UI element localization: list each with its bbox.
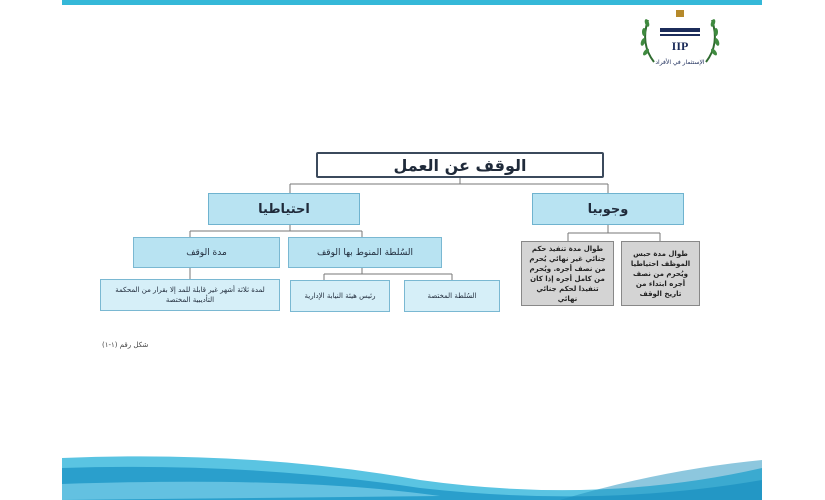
figure-caption: شكل رقم (١-١) [102, 341, 149, 349]
precautionary-node: احتياطيا [208, 193, 360, 225]
root-node: الوقف عن العمل [316, 152, 604, 178]
administrative-prosecution-head-leaf: رئيس هيئة النيابة الإدارية [290, 280, 390, 312]
duration-leaf: لمدة ثلاثة أشهر غير قابلة للمد إلا بقرار من المحكمة التأديبية المختصة [100, 279, 280, 311]
competent-authority-leaf: السُلطة المختصة [404, 280, 500, 312]
suspension-duration-node: مدة الوقف [133, 237, 280, 268]
suspension-authority-node: السُلطة المنوط بها الوقف [288, 237, 442, 268]
pretrial-detention-box: طوال مدة حبس الموظف احتياطيا ويُحرم من نصف أجره ابتداء من تاريخ الوقف [621, 241, 700, 306]
logo-text: IIP [671, 39, 689, 53]
criminal-sentence-box: طوال مدة تنفيذ حكم جنائي غير نهائي يُحرم من نصف أجره. ويُحرم من كامل أجره إذا كان تنفيذا لحكم جنائي نهائي [521, 241, 614, 306]
bottom-wave-decoration [0, 410, 825, 500]
logo-subtitle: الإستثمار في الأفراد [655, 59, 705, 66]
mandatory-node: وجوبيا [532, 193, 684, 225]
